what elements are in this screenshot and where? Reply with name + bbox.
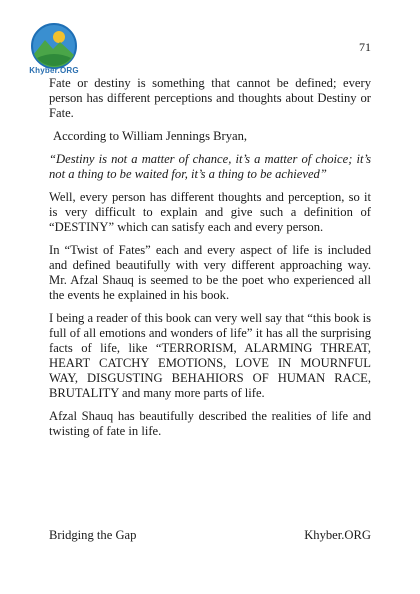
page-footer <box>49 528 371 543</box>
quote: “Destiny is not a matter of chance, it’s a matter of choice; it’s not a thing to be waited for, it’s a thing to be achieved” <box>49 152 371 181</box>
page-body <box>49 76 371 447</box>
attribution: According to William Jennings Bryan, <box>53 129 248 143</box>
paragraph: Well, every person has different thoughts and perception, so it is very difficult to explain and give such a definition of “DESTINY” which can satisfy each and every person. <box>49 190 371 234</box>
footer-right: Khyber.ORG <box>304 528 371 542</box>
page-number: 71 <box>359 40 371 54</box>
paragraph: Fate or destiny is something that cannot be defined; every person has different perceptions and thoughts about Destiny or Fate. <box>49 76 371 120</box>
logo-emblem-icon <box>28 22 80 70</box>
paragraph: I being a reader of this book can very well say that “this book is full of all emotions and wonders of life” it has all the surprising facts of life, like “TERRORISM, ALARMING THREAT, HEART CATCHY EMOTIONS, LOVE IN MOURNFUL WAY, DISGUSTING BEHAHIORS OF HUMAN RACE, BRUTALITY and many more parts of life. <box>49 311 371 400</box>
footer-left: Bridging the Gap <box>49 528 137 542</box>
paragraph: Afzal Shauq has beautifully described the realities of life and twisting of fate in life. <box>49 409 371 438</box>
logo-text: Khyber.ORG <box>29 66 79 75</box>
paragraph: In “Twist of Fates” each and every aspect of life is included and defined beautifully with very different approaching way. Mr. Afzal Shauq is seemed to be the poet who experienced all the events he explained in his book. <box>49 243 371 302</box>
